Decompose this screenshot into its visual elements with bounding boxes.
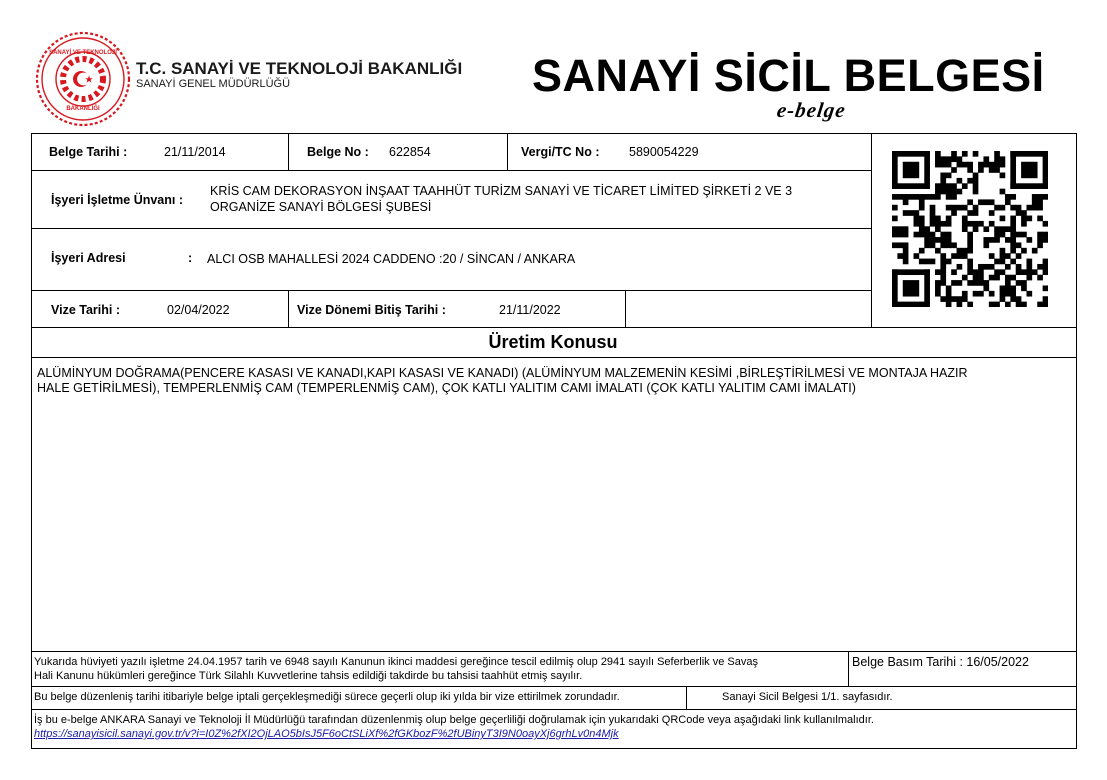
vize-bitis-label: Vize Dönemi Bitiş Tarihi : bbox=[297, 303, 446, 317]
legal-text-line1: Yukarıda hüviyeti yazılı işletme 24.04.1957 tarih ve 6948 sayılı Kanunun ikinci maddesi gereğince tescil edilmiş olup 2941 sayılı Seferberlik ve Savaş bbox=[34, 656, 758, 668]
ministry-title: T.C. SANAYİ VE TEKNOLOJİ BAKANLIĞI bbox=[136, 59, 463, 78]
production-text-line2: HALE GETİRİLMESİ), TEMPERLENMİŞ CAM (TEMPERLENMİŞ CAM), ÇOK KATLI YALITIM CAMI İMALATI (ÇOK KATLI YALITIM CAMI İMALATI) bbox=[37, 381, 856, 395]
vize-tarihi-value: 02/04/2022 bbox=[167, 303, 230, 317]
legal-text-line2: Hali Kanunu hükümleri gereğince Türk Silahlı Kuvvetlerine tahsis edildiği takdirde bu tahsisi taahhüt etmiş sayılır. bbox=[34, 670, 583, 682]
production-title: Üretim Konusu bbox=[488, 332, 618, 352]
vergi-value: 5890054229 bbox=[629, 145, 699, 159]
vize-bitis-value: 21/11/2022 bbox=[499, 303, 561, 317]
belge-tarihi-label: Belge Tarihi : bbox=[49, 145, 128, 159]
production-text-line1: ALÜMİNYUM DOĞRAMA(PENCERE KASASI VE KANADI,KAPI KASASI VE KANADI) (ALÜMİNYUM MALZEMENİN KESİMİ ,BİRLEŞTİRİLMESİ VE MONTAJA HAZIR bbox=[37, 366, 968, 380]
verify-link[interactable]: https://sanayisicil.sanayi.gov.tr/v?i=I0Z%2fXI2OjLAO5bIsJ5F6oCtSLiXf%2fGKbozF%2fUBinyT3I9N0oayXj6grhLv0n4Mjk bbox=[34, 728, 619, 740]
ministry-subtitle: SANAYİ GENEL MÜDÜRLÜĞÜ bbox=[136, 78, 291, 90]
belge-no-value: 622854 bbox=[389, 145, 431, 159]
qr-code[interactable] bbox=[892, 151, 1048, 307]
unvan-value-line1: KRİS CAM DEKORASYON İNŞAAT TAAHHÜT TURİZM SANAYİ VE TİCARET LİMİTED ŞİRKETİ 2 VE 3 bbox=[210, 184, 793, 198]
adres-value: ALCI OSB MAHALLESİ 2024 CADDENO :20 / SİNCAN / ANKARA bbox=[207, 252, 576, 266]
document-title: SANAYİ SİCİL BELGESİ bbox=[532, 50, 1045, 101]
basim-tarihi: Belge Basım Tarihi : 16/05/2022 bbox=[852, 655, 1029, 669]
page-info: Sanayi Sicil Belgesi 1/1. sayfasıdır. bbox=[722, 691, 893, 703]
unvan-label: İşyeri İşletme Ünvanı : bbox=[51, 193, 184, 207]
validity-text: Bu belge düzenleniş tarihi itibariyle belge iptali gerçekleşmediği sürece geçerli olup iki yılda bir vize ettirilmek zorundadır. bbox=[34, 691, 620, 703]
ministry-logo bbox=[34, 30, 132, 128]
vergi-label: Vergi/TC No : bbox=[521, 145, 600, 159]
svg-text:SANAYİ VE TEKNOLOJİ: SANAYİ VE TEKNOLOJİ bbox=[49, 50, 117, 56]
document-subtitle: e-belge bbox=[775, 98, 848, 122]
adres-label: İşyeri Adresi bbox=[51, 251, 126, 265]
vize-tarihi-label: Vize Tarihi : bbox=[51, 303, 121, 317]
adres-colon: : bbox=[188, 251, 193, 265]
belge-tarihi-value: 21/11/2014 bbox=[164, 145, 226, 159]
belge-no-label: Belge No : bbox=[307, 145, 369, 159]
verify-text: İş bu e-belge ANKARA Sanayi ve Teknoloji İl Müdürlüğü tarafından düzenlenmiş olup belge geçerliliği doğrulamak için yukarıdaki QRCode veya aşağıdaki link kullanılmalıdır. bbox=[34, 714, 874, 726]
unvan-value-line2: ORGANİZE SANAYİ BÖLGESİ ŞUBESİ bbox=[210, 200, 432, 214]
svg-text:BAKANLIĞI: BAKANLIĞI bbox=[66, 106, 100, 112]
